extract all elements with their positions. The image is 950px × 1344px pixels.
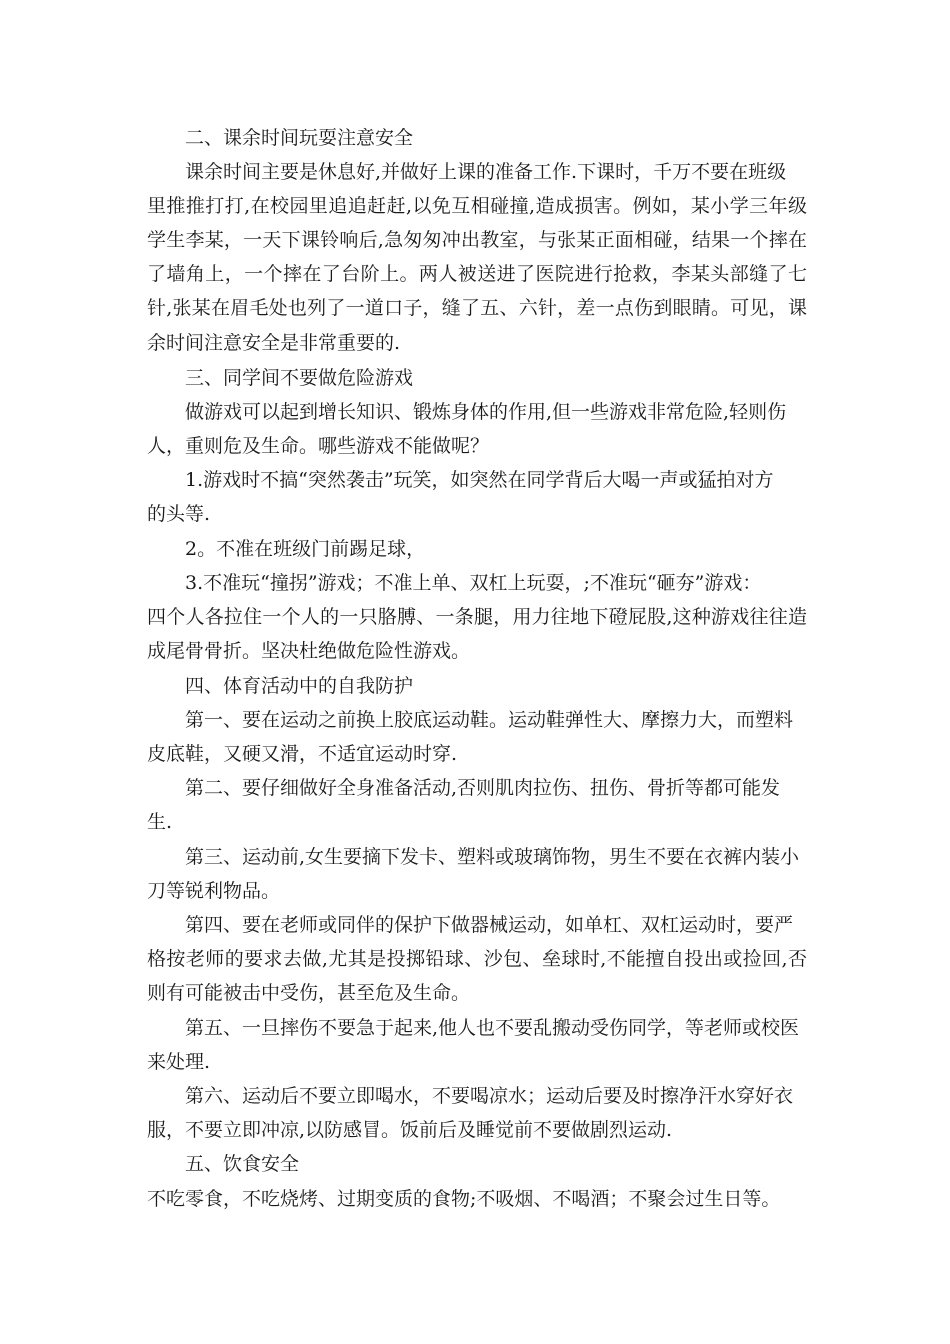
list-item-line: 3.不准玩“撞拐”游戏；不准上单、双杠上玩耍，;不准玩“砸夯”游戏： (185, 572, 762, 594)
paragraph-line: 第一、要在运动之前换上胶底运动鞋。运动鞋弹性大、摩擦力大，而塑料 (185, 709, 794, 731)
list-item-line: 1.游戏时不搞“突然袭击”玩笑，如突然在同学背后大喝一声或猛拍对方 (185, 469, 774, 491)
list-item-line: 四个人各拉住一个人的一只胳膊、一条腿，用力往地下磴屁股,这种游戏往往造 (147, 606, 807, 628)
section-heading-4: 四、体育活动中的自我防护 (185, 675, 414, 697)
list-item-line: 的头等. (147, 503, 211, 525)
paragraph-line: 则有可能被击中受伤，甚至危及生命。 (147, 982, 471, 1004)
list-item-line: 成尾骨骨折。坚决杜绝做危险性游戏。 (147, 640, 471, 662)
paragraph-line: 课余时间主要是休息好,并做好上课的准备工作.下课时，千万不要在班级 (185, 161, 787, 183)
paragraph-line: 第六、运动后不要立即喝水，不要喝凉水；运动后要及时擦净汗水穿好衣 (185, 1085, 794, 1107)
paragraph-line: 不吃零食，不吃烧烤、过期变质的食物;不吸烟、不喝酒；不聚会过生日等。 (147, 1188, 781, 1210)
paragraph-line: 生. (147, 811, 173, 833)
paragraph-line: 第二、要仔细做好全身准备活动,否则肌肉拉伤、扭伤、骨折等都可能发 (185, 777, 781, 799)
paragraph-line: 皮底鞋，又硬又滑，不适宜运动时穿. (147, 743, 458, 765)
paragraph-line: 第四、要在老师或同伴的保护下做器械运动，如单杠、双杠运动时，要严 (185, 914, 794, 936)
section-heading-5: 五、饮食安全 (185, 1153, 300, 1175)
paragraph-line: 刀等锐利物品。 (147, 880, 281, 902)
paragraph-line: 学生李某，一天下课铃响后,急匆匆冲出教室，与张某正面相碰，结果一个摔在 (147, 229, 807, 251)
list-item-line: 2。不准在班级门前踢足球， (185, 538, 426, 560)
paragraph-line: 针,张某在眉毛处也列了一道口子，缝了五、六针，差一点伤到眼睛。可见，课 (147, 297, 807, 319)
paragraph-line: 格按老师的要求去做,尤其是投掷铅球、沙包、垒球时,不能擅自投出或捡回,否 (147, 948, 807, 970)
paragraph-line: 里推推打打,在校园里追追赶赶,以免互相碰撞,造成损害。例如，某小学三年级 (147, 195, 807, 217)
paragraph-line: 人，重则危及生命。哪些游戏不能做呢？ (147, 435, 490, 457)
paragraph-line: 了墙角上，一个摔在了台阶上。两人被送进了医院进行抢救，李某头部缝了七 (147, 263, 807, 285)
section-heading-2: 二、课余时间玩耍注意安全 (185, 127, 414, 149)
section-heading-3: 三、同学间不要做危险游戏 (185, 367, 414, 389)
paragraph-line: 来处理. (147, 1051, 211, 1073)
paragraph-line: 余时间注意安全是非常重要的. (147, 332, 401, 354)
paragraph-line: 第五、一旦摔伤不要急于起来,他人也不要乱搬动受伤同学，等老师或校医 (185, 1017, 800, 1039)
paragraph-line: 第三、运动前,女生要摘下发卡、塑料或玻璃饰物，男生不要在衣裤内装小 (185, 846, 800, 868)
paragraph-line: 服，不要立即冲凉,以防感冒。饭前后及睡觉前不要做剧烈运动. (147, 1119, 673, 1141)
paragraph-line: 做游戏可以起到增长知识、锻炼身体的作用,但一些游戏非常危险,轻则伤 (185, 401, 787, 423)
